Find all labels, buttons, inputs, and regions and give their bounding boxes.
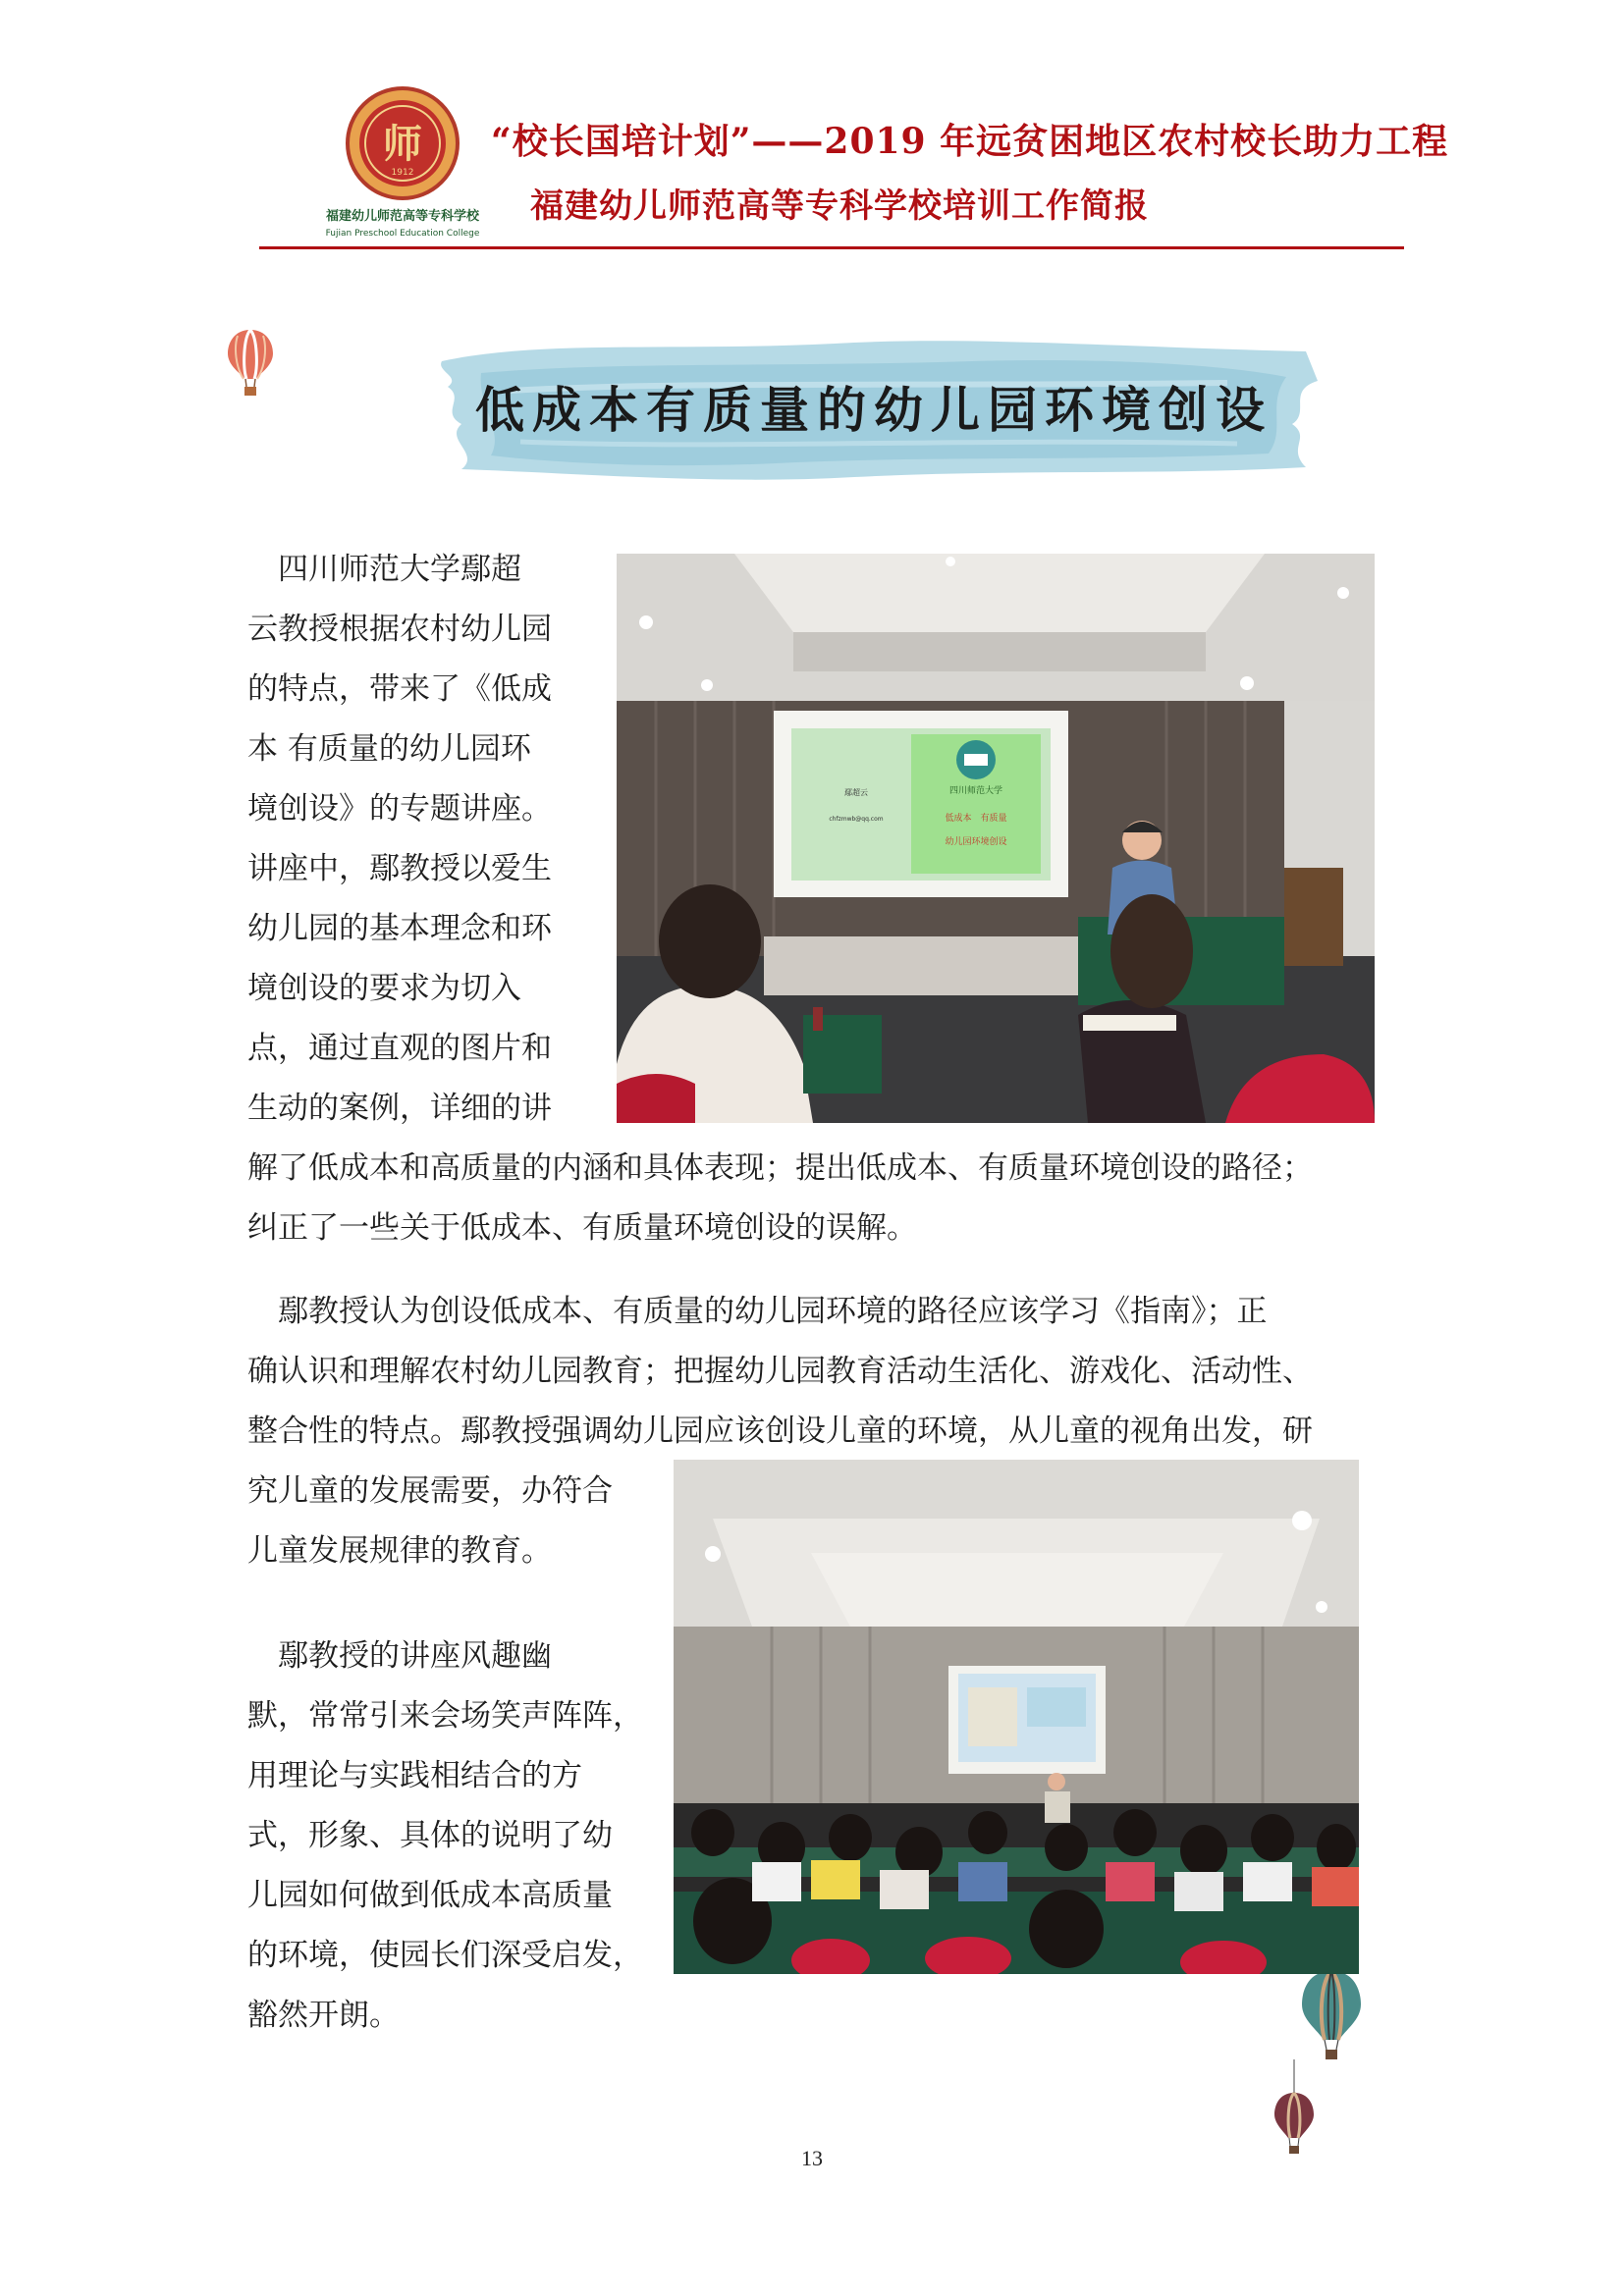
slide-email: chfzmwb@qq.com [829,816,884,823]
text-line: 的环境，使园长们深受启发， [247,1938,643,1973]
header-title: “校长国培计划”——2019 年远贫困地区农村校长助力工程 [491,121,1449,162]
paragraph-2 [247,1282,1396,1462]
text-line: 幼儿园的基本理念和环 [247,911,552,946]
text-line: 儿园如何做到低成本高质量 [247,1878,613,1913]
paragraph-1-continuation [247,1139,1396,1258]
slide-title-1: 低成本 有质量 [945,814,1007,824]
header-subtitle: 福建幼儿师范高等专科学校培训工作简报 [530,187,1149,226]
text-line: 豁然开朗。 [247,1998,400,2033]
text-line: 生动的案例，详细的讲 [247,1091,552,1126]
text-line: 讲座中，鄢教授以爱生 [247,851,552,886]
logo-en-text: Fujian Preschool Education College [325,229,480,239]
slide-university: 四川师范大学 [948,786,1003,796]
text-line: 鄢教授认为创设低成本、有质量的幼儿园环境的路径应该学习《指南》；正 [247,1294,1268,1329]
text-line: 纠正了一些关于低成本、有质量环境创设的误解。 [247,1210,917,1246]
text-line: 鄢教授的讲座风趣幽 [247,1638,552,1674]
text-line: 究儿童的发展需要，办符合 [247,1473,613,1509]
slide-title-2: 幼儿园环境创设 [945,837,1007,847]
logo-cn-text: 福建幼儿师范高等专科学校 [325,209,480,224]
page-number: 13 [801,2146,823,2170]
text-line: 云教授根据农村幼儿园 [247,612,552,647]
text-line: 式，形象、具体的说明了幼 [247,1818,613,1853]
article-title: 低成本有质量的幼儿园环境创设 [475,381,1272,439]
logo-mark: 师 [383,121,422,167]
text-line: 整合性的特点。鄢教授强调幼儿园应该创设儿童的环境，从儿童的视角出发，研 [247,1414,1313,1449]
text-line: 的特点，带来了《低成 [247,671,552,707]
text-line: 境创设》的专题讲座。 [247,791,552,827]
text-line: 点，通过直观的图片和 [247,1031,552,1066]
hot-air-balloon-icon [226,328,275,399]
text-line: 本 有质量的幼儿园环 [247,731,531,767]
college-logo [295,84,511,247]
header-divider [259,246,1404,249]
text-line: 默，常常引来会场笑声阵阵， [247,1698,643,1734]
text-line: 用理论与实践相结合的方 [247,1758,582,1793]
paragraph-3 [247,1627,660,2046]
text-line: 儿童发展规律的教育。 [247,1533,552,1569]
lecture-photo-speaker [617,554,1375,1123]
paragraph-2-wrapped [247,1462,660,1581]
text-line: 确认识和理解农村幼儿园教育；把握幼儿园教育活动生活化、游戏化、活动性、 [247,1354,1313,1389]
text-line: 境创设的要求为切入 [247,971,521,1006]
text-line: 解了低成本和高质量的内涵和具体表现；提出低成本、有质量环境创设的路径； [247,1150,1313,1186]
text-line: 四川师范大学鄢超 [247,552,521,587]
lecture-photo-audience [674,1460,1359,1974]
slide-name: 鄢超云 [844,788,868,797]
logo-year: 1912 [391,168,414,178]
paragraph-1-wrapped [247,540,591,1139]
